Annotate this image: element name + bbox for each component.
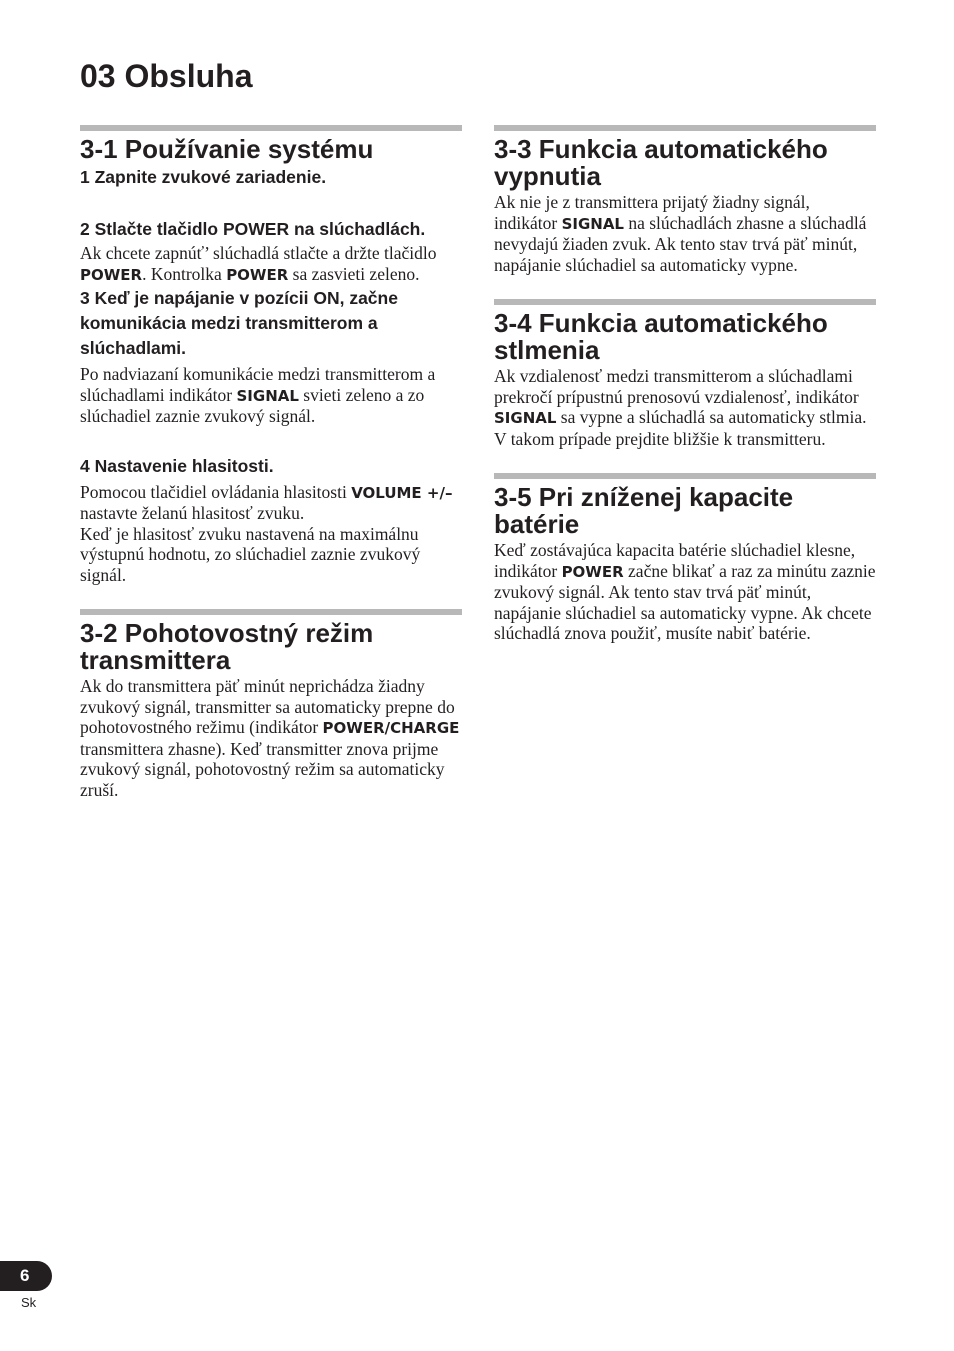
section-3-5 [494, 473, 876, 644]
section-3-5-text-part: začne blikať a raz za minútu zaznie zvukový signál. Ak tento stav trvá päť minút, napájanie slúchadiel sa automaticky vypne. Ak chcete slúchadlá znova použiť, musíte nabiť batérie. [494, 560, 876, 643]
page-number: 6 [20, 1266, 30, 1285]
step-3-text-part: svieti zeleno a zo slúchadiel zaznie zvukový signál. [80, 384, 425, 426]
section-3-4-text-part: sa vypne a slúchadlá sa automaticky stlmia. V takom prípade prejdite bližšie k transmitteru. [494, 407, 867, 449]
step-2-text [80, 243, 462, 285]
section-3-2-text-part: transmittera zhasne). Keď transmitter znova prijme zvukový signál, pohotovostný režim sa automaticky zruší. [80, 738, 445, 800]
signal-keyword: SIGNAL [236, 386, 299, 405]
section-3-4-text [494, 366, 876, 449]
language-code: Sk [21, 1295, 37, 1310]
right-column [494, 125, 876, 644]
section-3-2 [80, 609, 462, 800]
section-3-2-text [80, 676, 462, 800]
step-2-text-part: . Kontrolka [142, 263, 227, 284]
power-keyword: POWER [561, 562, 624, 581]
section-3-1-heading: 3-1 Používanie systému [80, 134, 374, 164]
volume-keyword: VOLUME +/– [351, 483, 453, 502]
section-3-2-text-part: Ak do transmittera päť minút neprichádza žiadny zvukový signál, transmitter sa automaticky prepne do pohotovostného režimu (indikátor [80, 676, 455, 737]
section-3-3-text [494, 192, 876, 275]
section-3-5-text-part: Keď zostávajúca kapacita batérie slúchadiel klesne, indikátor [494, 540, 856, 581]
left-column [80, 125, 462, 800]
signal-keyword: SIGNAL [494, 409, 557, 427]
power-charge-keyword: POWER/CHARGE [322, 719, 460, 737]
section-3-4 [494, 299, 876, 449]
volume-max-text: Keď je hlasitosť zvuku nastavená na maximálnu výstupnú hodnotu, zo slúchadiel zaznie zvukový signál. [80, 523, 421, 585]
section-3-3-text-part: na slúchadlách zhasne a slúchadlá nevydajú žiaden zvuk. Ak tento stav trvá päť minút, napájanie slúchadiel sa automaticky vypne. [494, 212, 867, 275]
step-2-text-part: Ak chcete zapnúť’ slúchadlá stlačte a držte tlačidlo [80, 243, 437, 263]
section-3-4-heading: 3-4 Funkcia automatického stlmenia [494, 308, 828, 365]
signal-keyword: SIGNAL [561, 214, 624, 233]
section-3-2-heading: 3-2 Pohotovostný režim transmittera [80, 618, 374, 675]
power-keyword: POWER [80, 265, 143, 284]
section-3-3-heading: 3-3 Funkcia automatického vypnutia [494, 134, 828, 191]
section-3-4-text-part: Ak vzdialenosť medzi transmitterom a slúchadlami prekročí prípustnú prenosovú vzdialenosť, indikátor [494, 366, 859, 407]
step-3-text [80, 364, 462, 427]
step-4-text-part: Pomocou tlačidiel ovládania hlasitosti [80, 481, 352, 502]
section-3-5-text [494, 540, 876, 644]
step-1-heading: 1 Zapnite zvukové zariadenie. [80, 167, 327, 187]
section-3-1 [80, 125, 462, 585]
chapter-title: 03 Obsluha [80, 58, 253, 94]
step-3-heading: 3 Keď je napájanie v pozícii ON, začne komunikácia medzi transmitterom a slúchadlami. [80, 288, 398, 358]
step-4-heading: 4 Nastavenie hlasitosti. [80, 455, 274, 476]
section-3-3 [494, 125, 876, 275]
step-4-text [80, 482, 462, 524]
step-3-text-part: Po nadviazaní komunikácie medzi transmitterom a slúchadlami indikátor [80, 364, 436, 405]
page-number-tab [0, 1261, 52, 1291]
step-2-text-part: sa zasvieti zeleno. [288, 263, 420, 284]
step-2-heading: 2 Stlačte tlačidlo POWER na slúchadlách. [80, 219, 426, 239]
step-4-text-part: nastavte želanú hlasitosť zvuku. [80, 503, 305, 523]
section-3-5-heading: 3-5 Pri zníženej kapacite batérie [494, 482, 794, 539]
power-keyword: POWER [226, 265, 289, 284]
section-3-3-text-part: Ak nie je z transmittera prijatý žiadny signál, indikátor [494, 192, 810, 233]
